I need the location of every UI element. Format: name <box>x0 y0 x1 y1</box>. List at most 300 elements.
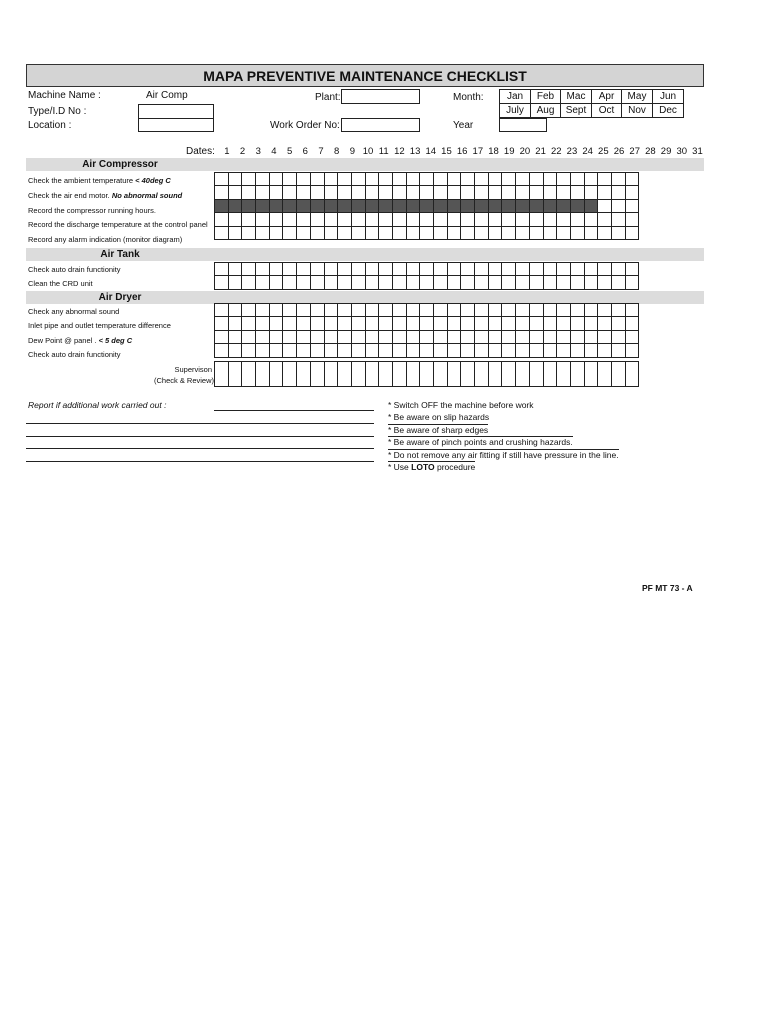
check-cell[interactable] <box>584 276 598 289</box>
check-cell[interactable] <box>529 344 543 357</box>
check-cell[interactable] <box>269 186 283 199</box>
check-cell[interactable] <box>228 186 242 199</box>
check-cell[interactable] <box>228 226 242 239</box>
check-cell[interactable] <box>570 276 584 289</box>
check-cell[interactable] <box>324 173 338 186</box>
check-cell[interactable] <box>611 344 625 357</box>
check-cell[interactable] <box>406 186 420 199</box>
check-cell[interactable] <box>297 186 311 199</box>
check-cell[interactable] <box>215 226 229 239</box>
check-cell[interactable] <box>543 173 557 186</box>
check-cell[interactable] <box>529 362 543 387</box>
check-cell[interactable] <box>379 344 393 357</box>
check-cell[interactable] <box>570 344 584 357</box>
check-cell[interactable] <box>461 276 475 289</box>
check-cell[interactable] <box>365 276 379 289</box>
check-cell[interactable] <box>529 173 543 186</box>
check-cell[interactable] <box>392 317 406 330</box>
check-cell[interactable] <box>529 226 543 239</box>
check-cell[interactable] <box>365 344 379 357</box>
check-cell[interactable] <box>338 173 352 186</box>
check-cell[interactable] <box>242 276 256 289</box>
check-cell[interactable] <box>557 304 571 317</box>
check-cell[interactable] <box>379 263 393 276</box>
check-cell[interactable] <box>475 344 489 357</box>
check-cell[interactable] <box>256 276 270 289</box>
check-cell[interactable] <box>447 330 461 343</box>
check-cell[interactable] <box>611 186 625 199</box>
check-cell[interactable] <box>516 226 530 239</box>
check-cell[interactable] <box>338 263 352 276</box>
check-cell[interactable] <box>379 213 393 226</box>
check-cell[interactable] <box>297 362 311 387</box>
check-cell[interactable] <box>475 362 489 387</box>
check-cell[interactable] <box>338 276 352 289</box>
check-cell[interactable] <box>242 330 256 343</box>
check-cell[interactable] <box>420 304 434 317</box>
check-cell[interactable] <box>434 226 448 239</box>
check-cell[interactable] <box>611 304 625 317</box>
check-cell[interactable] <box>502 317 516 330</box>
check-cell[interactable] <box>283 186 297 199</box>
check-cell[interactable] <box>529 213 543 226</box>
check-cell[interactable] <box>543 362 557 387</box>
check-cell[interactable] <box>242 173 256 186</box>
check-cell[interactable] <box>256 362 270 387</box>
check-cell[interactable] <box>269 317 283 330</box>
check-cell[interactable] <box>557 173 571 186</box>
report-line-1[interactable] <box>214 410 374 411</box>
check-cell[interactable] <box>392 304 406 317</box>
check-cell[interactable] <box>297 276 311 289</box>
check-cell[interactable] <box>392 173 406 186</box>
check-cell[interactable] <box>447 304 461 317</box>
check-cell[interactable] <box>488 263 502 276</box>
check-cell[interactable] <box>502 186 516 199</box>
check-cell[interactable] <box>475 276 489 289</box>
check-cell[interactable] <box>406 362 420 387</box>
check-cell[interactable] <box>543 263 557 276</box>
check-cell[interactable] <box>516 276 530 289</box>
check-cell[interactable] <box>516 362 530 387</box>
check-cell[interactable] <box>406 173 420 186</box>
check-cell[interactable] <box>611 199 625 212</box>
check-cell[interactable] <box>215 213 229 226</box>
check-cell[interactable] <box>228 362 242 387</box>
check-cell[interactable] <box>488 186 502 199</box>
check-cell[interactable] <box>283 276 297 289</box>
check-cell[interactable] <box>283 344 297 357</box>
check-cell[interactable] <box>516 304 530 317</box>
check-cell[interactable] <box>365 186 379 199</box>
check-cell[interactable] <box>434 330 448 343</box>
month-may[interactable]: May <box>621 89 653 104</box>
check-cell[interactable] <box>461 344 475 357</box>
check-cell[interactable] <box>461 226 475 239</box>
check-cell[interactable] <box>351 317 365 330</box>
check-cell[interactable] <box>297 330 311 343</box>
check-cell[interactable] <box>488 276 502 289</box>
check-cell[interactable] <box>379 226 393 239</box>
check-cell[interactable] <box>570 186 584 199</box>
check-cell[interactable] <box>475 186 489 199</box>
check-cell[interactable] <box>256 186 270 199</box>
check-cell[interactable] <box>228 344 242 357</box>
check-cell[interactable] <box>488 330 502 343</box>
check-cell[interactable] <box>529 317 543 330</box>
check-cell[interactable] <box>242 344 256 357</box>
check-cell[interactable] <box>598 199 612 212</box>
check-cell[interactable] <box>557 213 571 226</box>
location-field[interactable] <box>138 118 214 132</box>
check-cell[interactable] <box>420 226 434 239</box>
check-cell[interactable] <box>420 362 434 387</box>
check-cell[interactable] <box>516 213 530 226</box>
month-nov[interactable]: Nov <box>621 103 653 118</box>
check-cell[interactable] <box>379 276 393 289</box>
check-cell[interactable] <box>420 213 434 226</box>
check-cell[interactable] <box>598 276 612 289</box>
check-cell[interactable] <box>488 173 502 186</box>
check-cell[interactable] <box>215 173 229 186</box>
check-cell[interactable] <box>351 304 365 317</box>
check-cell[interactable] <box>598 186 612 199</box>
check-cell[interactable] <box>351 186 365 199</box>
check-cell[interactable] <box>379 304 393 317</box>
check-cell[interactable] <box>256 173 270 186</box>
check-cell[interactable] <box>365 362 379 387</box>
check-cell[interactable] <box>297 263 311 276</box>
check-cell[interactable] <box>584 263 598 276</box>
check-cell[interactable] <box>269 226 283 239</box>
check-cell[interactable] <box>584 317 598 330</box>
check-cell[interactable] <box>434 344 448 357</box>
check-cell[interactable] <box>570 304 584 317</box>
check-cell[interactable] <box>365 330 379 343</box>
check-cell[interactable] <box>283 317 297 330</box>
check-cell[interactable] <box>256 304 270 317</box>
check-cell[interactable] <box>475 263 489 276</box>
check-cell[interactable] <box>598 304 612 317</box>
check-cell[interactable] <box>310 263 324 276</box>
check-cell[interactable] <box>502 330 516 343</box>
check-cell[interactable] <box>406 344 420 357</box>
check-cell[interactable] <box>310 226 324 239</box>
check-cell[interactable] <box>543 186 557 199</box>
check-cell[interactable] <box>420 344 434 357</box>
check-cell[interactable] <box>338 317 352 330</box>
check-cell[interactable] <box>365 226 379 239</box>
check-cell[interactable] <box>324 263 338 276</box>
check-cell[interactable] <box>625 304 639 317</box>
check-cell[interactable] <box>269 330 283 343</box>
check-cell[interactable] <box>338 304 352 317</box>
check-cell[interactable] <box>461 362 475 387</box>
month-apr[interactable]: Apr <box>591 89 622 104</box>
check-cell[interactable] <box>379 362 393 387</box>
check-cell[interactable] <box>269 362 283 387</box>
check-cell[interactable] <box>215 317 229 330</box>
check-cell[interactable] <box>310 304 324 317</box>
check-cell[interactable] <box>557 186 571 199</box>
check-cell[interactable] <box>584 362 598 387</box>
check-cell[interactable] <box>406 213 420 226</box>
check-cell[interactable] <box>502 362 516 387</box>
check-cell[interactable] <box>570 213 584 226</box>
check-cell[interactable] <box>475 317 489 330</box>
check-cell[interactable] <box>379 186 393 199</box>
check-cell[interactable] <box>461 304 475 317</box>
check-cell[interactable] <box>611 173 625 186</box>
check-cell[interactable] <box>324 186 338 199</box>
check-cell[interactable] <box>215 304 229 317</box>
check-cell[interactable] <box>310 344 324 357</box>
check-cell[interactable] <box>406 263 420 276</box>
check-cell[interactable] <box>256 263 270 276</box>
check-cell[interactable] <box>324 362 338 387</box>
check-cell[interactable] <box>625 344 639 357</box>
check-cell[interactable] <box>256 226 270 239</box>
check-cell[interactable] <box>598 263 612 276</box>
check-cell[interactable] <box>625 263 639 276</box>
check-cell[interactable] <box>447 213 461 226</box>
check-cell[interactable] <box>625 213 639 226</box>
check-cell[interactable] <box>516 173 530 186</box>
check-cell[interactable] <box>324 226 338 239</box>
check-cell[interactable] <box>283 304 297 317</box>
check-cell[interactable] <box>310 173 324 186</box>
check-cell[interactable] <box>611 362 625 387</box>
check-cell[interactable] <box>488 317 502 330</box>
check-cell[interactable] <box>447 263 461 276</box>
check-cell[interactable] <box>516 344 530 357</box>
check-cell[interactable] <box>570 330 584 343</box>
check-cell[interactable] <box>475 173 489 186</box>
check-cell[interactable] <box>584 330 598 343</box>
check-cell[interactable] <box>365 213 379 226</box>
check-cell[interactable] <box>625 276 639 289</box>
check-cell[interactable] <box>420 276 434 289</box>
check-cell[interactable] <box>324 344 338 357</box>
check-cell[interactable] <box>598 213 612 226</box>
month-sept[interactable]: Sept <box>560 103 592 118</box>
check-cell[interactable] <box>338 186 352 199</box>
check-cell[interactable] <box>516 186 530 199</box>
check-cell[interactable] <box>502 173 516 186</box>
check-cell[interactable] <box>392 276 406 289</box>
check-cell[interactable] <box>557 362 571 387</box>
check-cell[interactable] <box>228 304 242 317</box>
check-cell[interactable] <box>598 317 612 330</box>
year-field[interactable] <box>499 118 547 132</box>
check-cell[interactable] <box>516 330 530 343</box>
check-cell[interactable] <box>215 263 229 276</box>
check-cell[interactable] <box>297 226 311 239</box>
check-cell[interactable] <box>365 304 379 317</box>
check-cell[interactable] <box>351 263 365 276</box>
check-cell[interactable] <box>584 304 598 317</box>
check-cell[interactable] <box>365 317 379 330</box>
check-cell[interactable] <box>392 362 406 387</box>
check-cell[interactable] <box>434 317 448 330</box>
check-cell[interactable] <box>434 263 448 276</box>
check-cell[interactable] <box>406 330 420 343</box>
check-cell[interactable] <box>215 276 229 289</box>
check-cell[interactable] <box>338 344 352 357</box>
check-cell[interactable] <box>351 276 365 289</box>
check-cell[interactable] <box>502 213 516 226</box>
check-cell[interactable] <box>461 173 475 186</box>
check-cell[interactable] <box>543 276 557 289</box>
check-cell[interactable] <box>502 304 516 317</box>
check-cell[interactable] <box>447 173 461 186</box>
check-cell[interactable] <box>392 263 406 276</box>
check-cell[interactable] <box>420 173 434 186</box>
check-cell[interactable] <box>488 304 502 317</box>
check-cell[interactable] <box>570 226 584 239</box>
check-cell[interactable] <box>310 330 324 343</box>
check-cell[interactable] <box>351 362 365 387</box>
check-cell[interactable] <box>242 213 256 226</box>
check-cell[interactable] <box>529 263 543 276</box>
check-cell[interactable] <box>228 173 242 186</box>
check-cell[interactable] <box>242 226 256 239</box>
check-cell[interactable] <box>434 186 448 199</box>
check-cell[interactable] <box>269 276 283 289</box>
check-cell[interactable] <box>434 173 448 186</box>
check-cell[interactable] <box>324 304 338 317</box>
check-cell[interactable] <box>475 330 489 343</box>
check-cell[interactable] <box>283 226 297 239</box>
check-cell[interactable] <box>557 263 571 276</box>
check-cell[interactable] <box>351 173 365 186</box>
check-cell[interactable] <box>269 263 283 276</box>
check-cell[interactable] <box>447 276 461 289</box>
check-cell[interactable] <box>557 317 571 330</box>
check-cell[interactable] <box>584 344 598 357</box>
report-line-4[interactable] <box>26 448 374 449</box>
month-mac[interactable]: Mac <box>560 89 592 104</box>
check-cell[interactable] <box>215 344 229 357</box>
check-cell[interactable] <box>625 330 639 343</box>
type-id-field[interactable] <box>138 104 214 119</box>
check-cell[interactable] <box>365 173 379 186</box>
check-cell[interactable] <box>625 186 639 199</box>
check-cell[interactable] <box>447 226 461 239</box>
check-cell[interactable] <box>379 317 393 330</box>
check-cell[interactable] <box>434 213 448 226</box>
check-cell[interactable] <box>269 344 283 357</box>
check-cell[interactable] <box>529 330 543 343</box>
check-cell[interactable] <box>338 362 352 387</box>
check-cell[interactable] <box>297 213 311 226</box>
check-cell[interactable] <box>256 330 270 343</box>
check-cell[interactable] <box>269 304 283 317</box>
check-cell[interactable] <box>228 263 242 276</box>
check-cell[interactable] <box>242 186 256 199</box>
check-cell[interactable] <box>406 317 420 330</box>
check-cell[interactable] <box>516 263 530 276</box>
check-cell[interactable] <box>488 344 502 357</box>
check-cell[interactable] <box>338 330 352 343</box>
check-cell[interactable] <box>570 317 584 330</box>
check-cell[interactable] <box>584 213 598 226</box>
check-cell[interactable] <box>392 330 406 343</box>
check-cell[interactable] <box>529 276 543 289</box>
check-cell[interactable] <box>242 263 256 276</box>
check-cell[interactable] <box>598 330 612 343</box>
check-cell[interactable] <box>215 330 229 343</box>
check-cell[interactable] <box>215 186 229 199</box>
check-cell[interactable] <box>598 362 612 387</box>
check-cell[interactable] <box>611 213 625 226</box>
check-cell[interactable] <box>297 173 311 186</box>
check-cell[interactable] <box>461 263 475 276</box>
check-cell[interactable] <box>598 344 612 357</box>
check-cell[interactable] <box>228 276 242 289</box>
check-cell[interactable] <box>269 173 283 186</box>
check-cell[interactable] <box>310 186 324 199</box>
check-cell[interactable] <box>543 330 557 343</box>
check-cell[interactable] <box>283 213 297 226</box>
check-cell[interactable] <box>447 317 461 330</box>
check-cell[interactable] <box>502 276 516 289</box>
month-feb[interactable]: Feb <box>530 89 561 104</box>
check-cell[interactable] <box>351 226 365 239</box>
check-cell[interactable] <box>529 304 543 317</box>
check-cell[interactable] <box>310 317 324 330</box>
check-cell[interactable] <box>351 330 365 343</box>
check-cell[interactable] <box>297 317 311 330</box>
check-cell[interactable] <box>461 186 475 199</box>
check-cell[interactable] <box>625 317 639 330</box>
check-cell[interactable] <box>283 173 297 186</box>
check-cell[interactable] <box>324 213 338 226</box>
check-cell[interactable] <box>392 186 406 199</box>
month-aug[interactable]: Aug <box>530 103 561 118</box>
check-cell[interactable] <box>557 344 571 357</box>
check-cell[interactable] <box>406 226 420 239</box>
check-cell[interactable] <box>584 186 598 199</box>
check-cell[interactable] <box>557 276 571 289</box>
month-dec[interactable]: Dec <box>652 103 684 118</box>
check-cell[interactable] <box>379 173 393 186</box>
check-cell[interactable] <box>625 173 639 186</box>
check-cell[interactable] <box>379 330 393 343</box>
check-cell[interactable] <box>543 317 557 330</box>
check-cell[interactable] <box>228 317 242 330</box>
check-cell[interactable] <box>447 344 461 357</box>
check-cell[interactable] <box>570 173 584 186</box>
check-cell[interactable] <box>283 330 297 343</box>
check-cell[interactable] <box>461 330 475 343</box>
check-cell[interactable] <box>543 226 557 239</box>
check-cell[interactable] <box>297 344 311 357</box>
check-cell[interactable] <box>420 186 434 199</box>
check-cell[interactable] <box>283 362 297 387</box>
check-cell[interactable] <box>625 199 639 212</box>
check-cell[interactable] <box>242 317 256 330</box>
check-cell[interactable] <box>611 263 625 276</box>
check-cell[interactable] <box>447 362 461 387</box>
check-cell[interactable] <box>420 317 434 330</box>
check-cell[interactable] <box>434 276 448 289</box>
check-cell[interactable] <box>392 213 406 226</box>
check-cell[interactable] <box>406 276 420 289</box>
check-cell[interactable] <box>516 317 530 330</box>
check-cell[interactable] <box>365 263 379 276</box>
check-cell[interactable] <box>543 344 557 357</box>
